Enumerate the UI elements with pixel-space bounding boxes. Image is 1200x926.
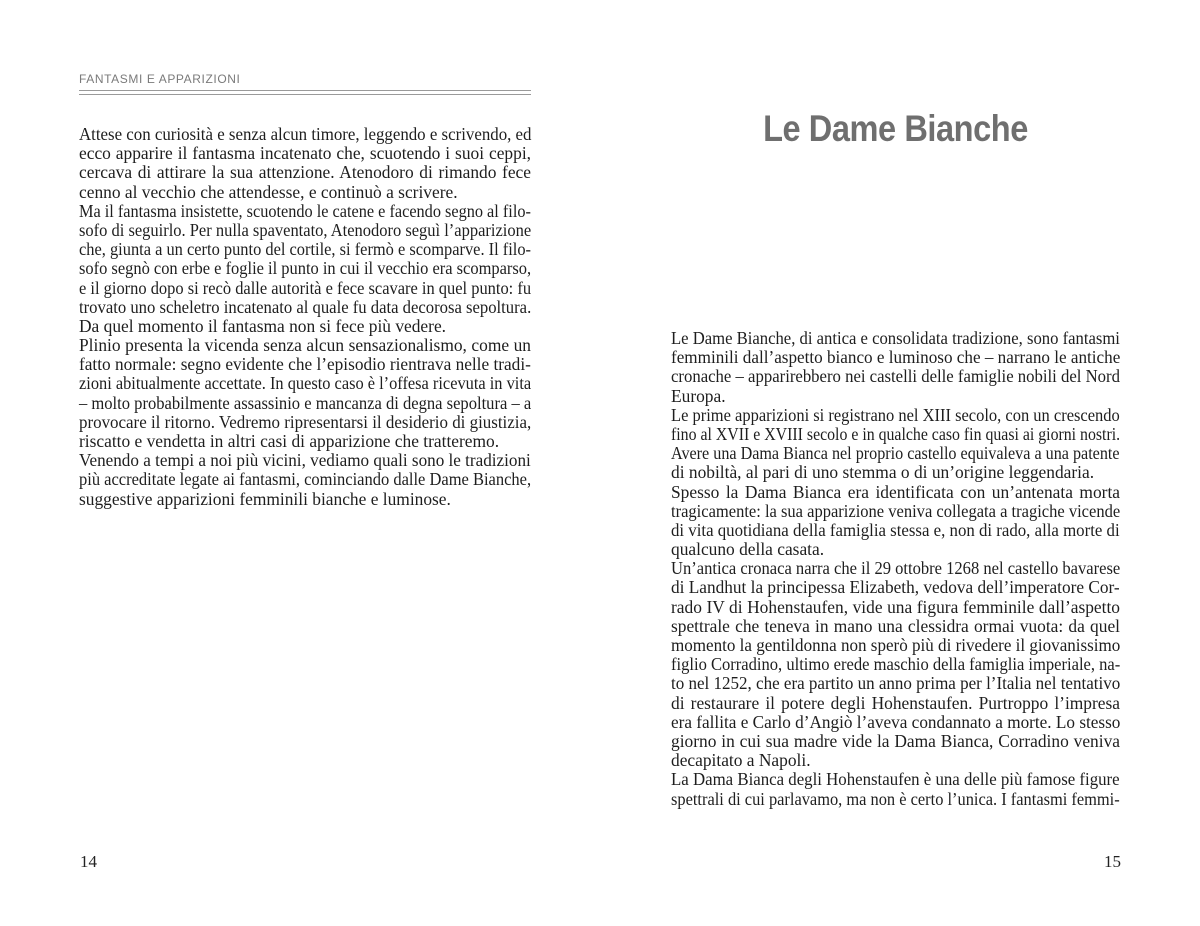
text-line: zioni abitualmente accettate. In questo caso è l’offesa ricevuta in vita [79,373,532,394]
chapter-title: Le Dame Bianche [763,108,1028,149]
text-line: di Landhut la principessa Elizabeth, vedova dell’imperatore Cor- [671,577,1120,598]
text-line: era fallita e Carlo d’Angiò l’aveva condannato a morte. Lo stesso [671,711,1121,732]
text-line: Un’antica cronaca narra che il 29 ottobre 1268 nel castello bavarese [671,558,1121,579]
text-line: femminili dall’aspetto bianco e luminoso che – narrano le antiche [671,347,1121,368]
text-line: – molto probabilmente assassinio e mancanza di degna sepoltura – a [79,392,532,413]
text-line: fatto normale: segno evidente che l’episodio rientrava nelle tradi- [79,354,531,375]
text-line: fino al XVII e XVIII secolo e in qualche caso fin quasi ai giorni nostri. [671,423,1121,444]
running-head-rule [79,94,531,95]
text-line: cenno al vecchio che attendesse, e continuò a scrivere. [79,181,458,202]
text-line: spettrale che teneva in mano una clessidra ormai vuota: da quel [671,615,1120,636]
text-line: provocare il ritorno. Vedremo ripresentarsi il desiderio di giustizia, [79,411,532,432]
text-line: Plinio presenta la vicenda senza alcun sensazionalismo, come un [79,335,531,356]
text-line: cercava di attirare la sua attenzione. Atenodoro di rimando fece [79,162,531,183]
text-line: to nel 1252, che era partito un anno prima per l’Italia nel tentativo [671,673,1121,694]
body-text [79,125,531,509]
text-line: momento la gentildonna non sperò più di rivedere il giovanissimo [671,635,1121,655]
text-line: tragicamente: la sua apparizione veniva collegata a tragiche vicende [671,500,1121,521]
text-line: cronache – apparirebbero nei castelli delle famiglie nobili del Nord [671,366,1120,387]
text-line: ecco apparire il fantasma incatenato che, scuotendo i suoi ceppi, [79,143,531,164]
text-line: riscatto e vendetta in altri casi di apparizione che tratteremo. [79,431,500,451]
text-line: Ma il fantasma insistette, scuotendo le catene e facendo segno al filo- [79,200,531,221]
text-line: La Dama Bianca degli Hohenstaufen è una delle più famose figure [671,769,1120,790]
page-number: 15 [1104,852,1121,871]
text-line: Avere una Dama Bianca nel proprio castello equivaleva a una patente [671,443,1120,464]
text-line: Spesso la Dama Bianca era identificata con un’antenata morta [671,481,1120,502]
text-line: Attese con curiosità e senza alcun timore, leggendo e scrivendo, ed [79,124,532,144]
text-line: di vita quotidiana della famiglia stessa e, non di rado, alla morte di [671,519,1120,540]
text-line: Da quel momento il fantasma non si fece più vedere. [79,315,447,336]
right-page [600,0,1200,926]
text-line: sofo segnò con erbe e foglie il punto in cui il vecchio era scomparso, [79,258,532,279]
text-line: Venendo a tempi a noi più vicini, vediamo quali sono le tradizioni [79,450,531,471]
text-line: Europa. [671,385,726,406]
page-number: 14 [80,852,97,871]
text-line: sofo di seguirlo. Per nulla spaventato, Atenodoro seguì l’apparizione [79,219,532,240]
text-line: di restaurare il potere degli Hohenstaufen. Purtroppo l’impresa [671,692,1120,713]
text-line: suggestive apparizioni femminili bianche e luminose. [79,488,451,509]
text-line: figlio Corradino, ultimo erede maschio della famiglia imperiale, na- [671,654,1121,675]
text-line: decapitato a Napoli. [671,750,811,771]
text-line: e il giorno dopo si recò dalle autorità e fece scavare in quel punto: fu [79,277,532,298]
text-line: di nobiltà, al pari di uno stemma o di un’origine leggendaria. [671,462,1095,483]
text-line: trovato uno scheletro incatenato al quale fu data decorosa sepoltura. [79,296,532,317]
text-line: giorno in cui sua madre vide la Dama Bianca, Corradino veniva [671,730,1120,751]
text-line: Le prime apparizioni si registrano nel XIII secolo, con un crescendo [671,404,1120,425]
running-head: FANTASMI E APPARIZIONI [79,72,241,86]
text-line: che, giunta a un certo punto del cortile, si fermò e scomparve. Il filo- [79,239,532,260]
body-text [671,329,1120,809]
text-line: più accreditate legate ai fantasmi, cominciando dalle Dame Bianche, [79,469,532,490]
text-line: spettrali di cui parlavamo, ma non è certo l’unica. I fantasmi femmi- [671,788,1120,809]
text-line: rado IV di Hohenstaufen, vide una figura femminile dall’aspetto [671,596,1120,617]
text-line: qualcuno della casata. [671,539,825,560]
running-head-rule [79,90,531,91]
text-line: Le Dame Bianche, di antica e consolidata tradizione, sono fantasmi [671,328,1120,348]
